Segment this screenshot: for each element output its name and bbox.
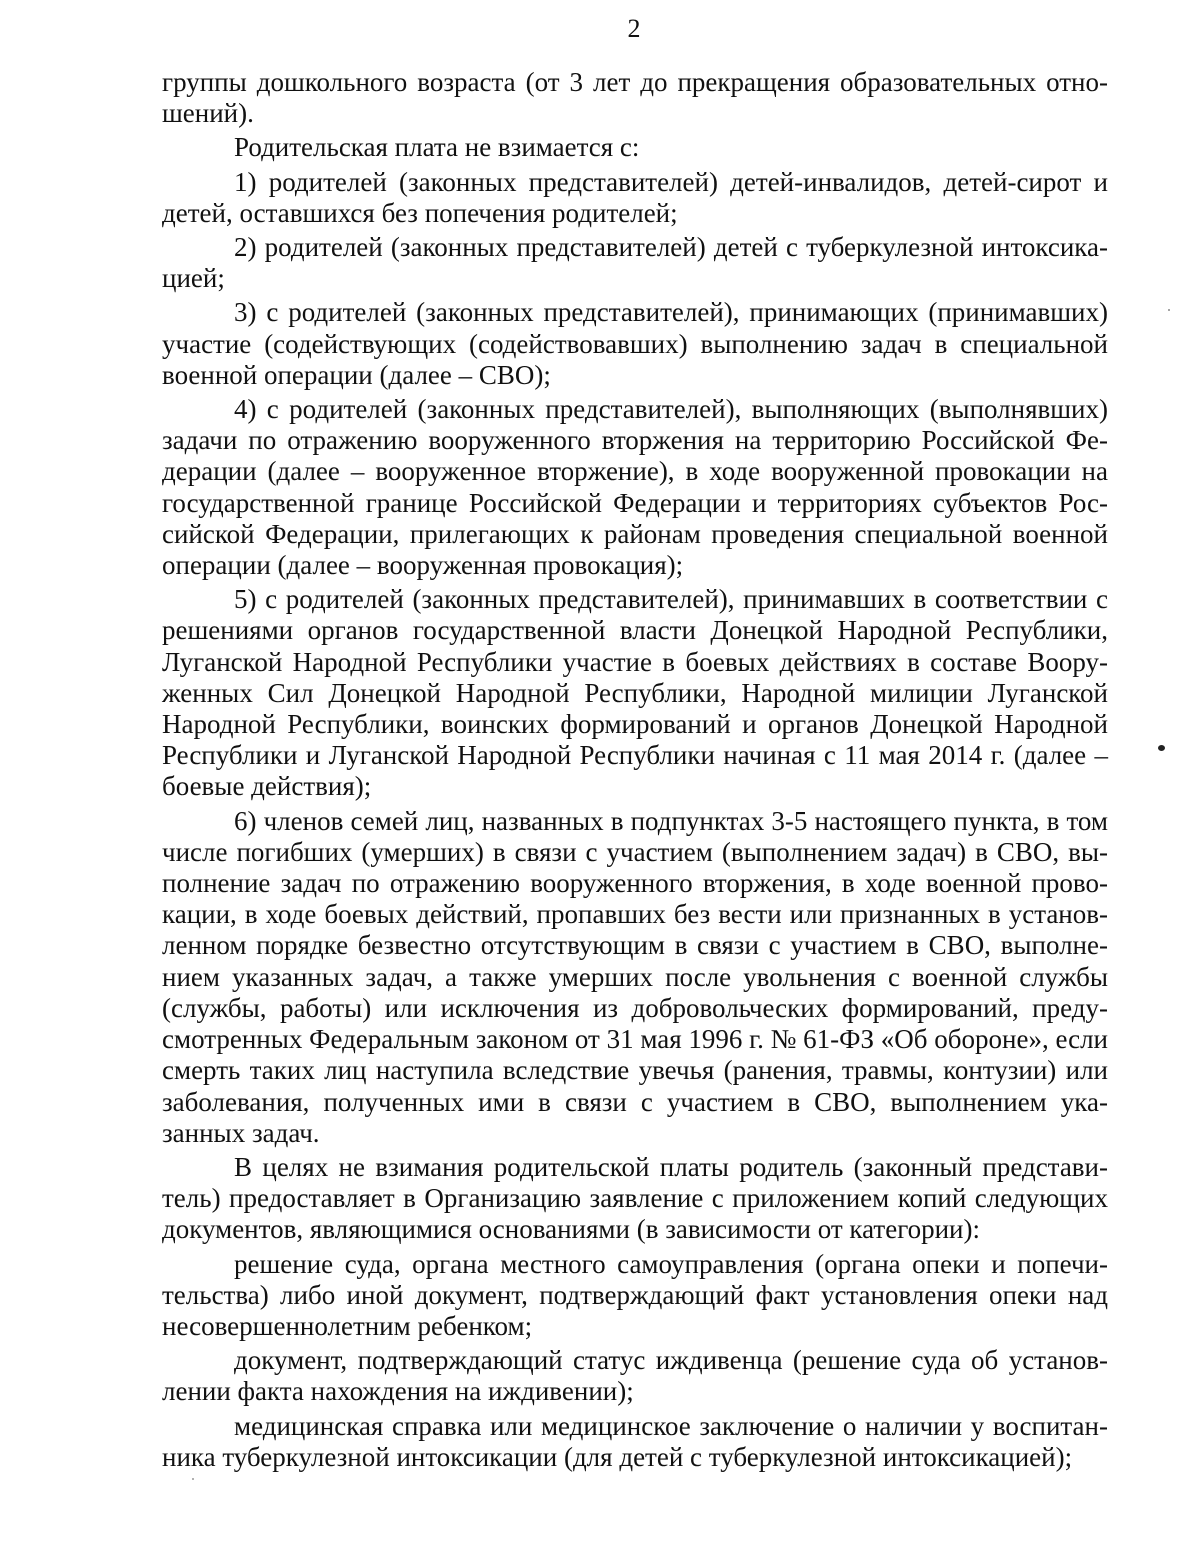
paragraph-fee-exemption-intro: Родительская плата не взимается с:	[234, 132, 640, 163]
page-number: 2	[627, 14, 641, 43]
scan-speck	[1158, 745, 1165, 751]
document-body	[162, 67, 1108, 1473]
list-item-5: 5) с родителей (законных представителей), принимавших в соответствии с решениями органов государственной власти Донецкой Народной Республики, Луганской Народной Республики участие в боевых действиях в составе Вооруженных Сил Донецкой Народной Республики, Народной милиции Луганской Народной Республики, воинских формирований и органов Донецкой Народной Республики и Луганской Народной Республики начиная с 11 мая 2014 г. (далее – боевые действия);	[162, 584, 1108, 802]
list-item-6: 6) членов семей лиц, названных в подпунктах 3-5 настоящего пункта, в том числе погибших (умерших) в связи с участием (выполнением задач) в СВО, выполнение задач по отражению вооруженного вторжения, в ходе военной провокации, в ходе боевых действий, пропавших без вести или признанных в установленном порядке безвестно отсутствующим в связи с участием в СВО, выполнением указанных задач, а также умерших после увольнения с военной службы (службы, работы) или исключения из добровольческих формирований, предусмотренных Федеральным законом от 31 мая 1996 г. № 61-ФЗ «Об обороне», если смерть таких лиц наступила вследствие увечья (ранения, травмы, контузии) или заболевания, полученных ими в связи с участием в СВО, выполнением указанных задач.	[162, 805, 1109, 1148]
document-item-dependent-status: документ, подтверждающий статус иждивенца (решение суда об установлении факта нахождения на иждивении);	[162, 1345, 1108, 1407]
scan-speck	[192, 1478, 194, 1480]
document-item-medical-certificate: медицинская справка или медицинское заключение о наличии у воспитанника туберкулезной интоксикации (для детей с туберкулезной интоксикацией);	[162, 1410, 1108, 1472]
list-item-2: 2) родителей (законных представителей) детей с туберкулезной интоксикацией;	[162, 232, 1108, 294]
list-item-3: 3) с родителей (законных представителей), принимающих (принимавших) участие (содействующих (содействовавших) выполнению задач в специальной военной операции (далее – СВО);	[162, 297, 1108, 390]
scan-speck	[1168, 309, 1170, 311]
list-item-4: 4) с родителей (законных представителей), выполняющих (выполнявших) задачи по отражению вооруженного вторжения на территорию Российской Федерации (далее – вооруженное вторжение), в ходе вооруженной провокации на государственной границе Российской Федерации и территориях субъектов Российской Федерации, прилегающих к районам проведения специальной военной операции (далее – вооруженная провокация);	[162, 394, 1108, 581]
document-item-court-decision: решение суда, органа местного самоуправления (органа опеки и попечительства) либо иной документ, подтверждающий факт установления опеки над несовершеннолетним ребенком;	[162, 1248, 1108, 1341]
paragraph-continuation: группы дошкольного возраста (от 3 лет до прекращения образовательных отношений).	[162, 67, 1108, 129]
paragraph-documents-intro: В целях не взимания родительской платы родитель (законный представитель) предоставляет в Организацию заявление с приложением копий следующих документов, являющимися основаниями (в зависимости от категории):	[162, 1151, 1108, 1245]
list-item-1: 1) родителей (законных представителей) детей-инвалидов, детей-сирот и детей, оставшихся без попечения родителей;	[162, 166, 1108, 228]
